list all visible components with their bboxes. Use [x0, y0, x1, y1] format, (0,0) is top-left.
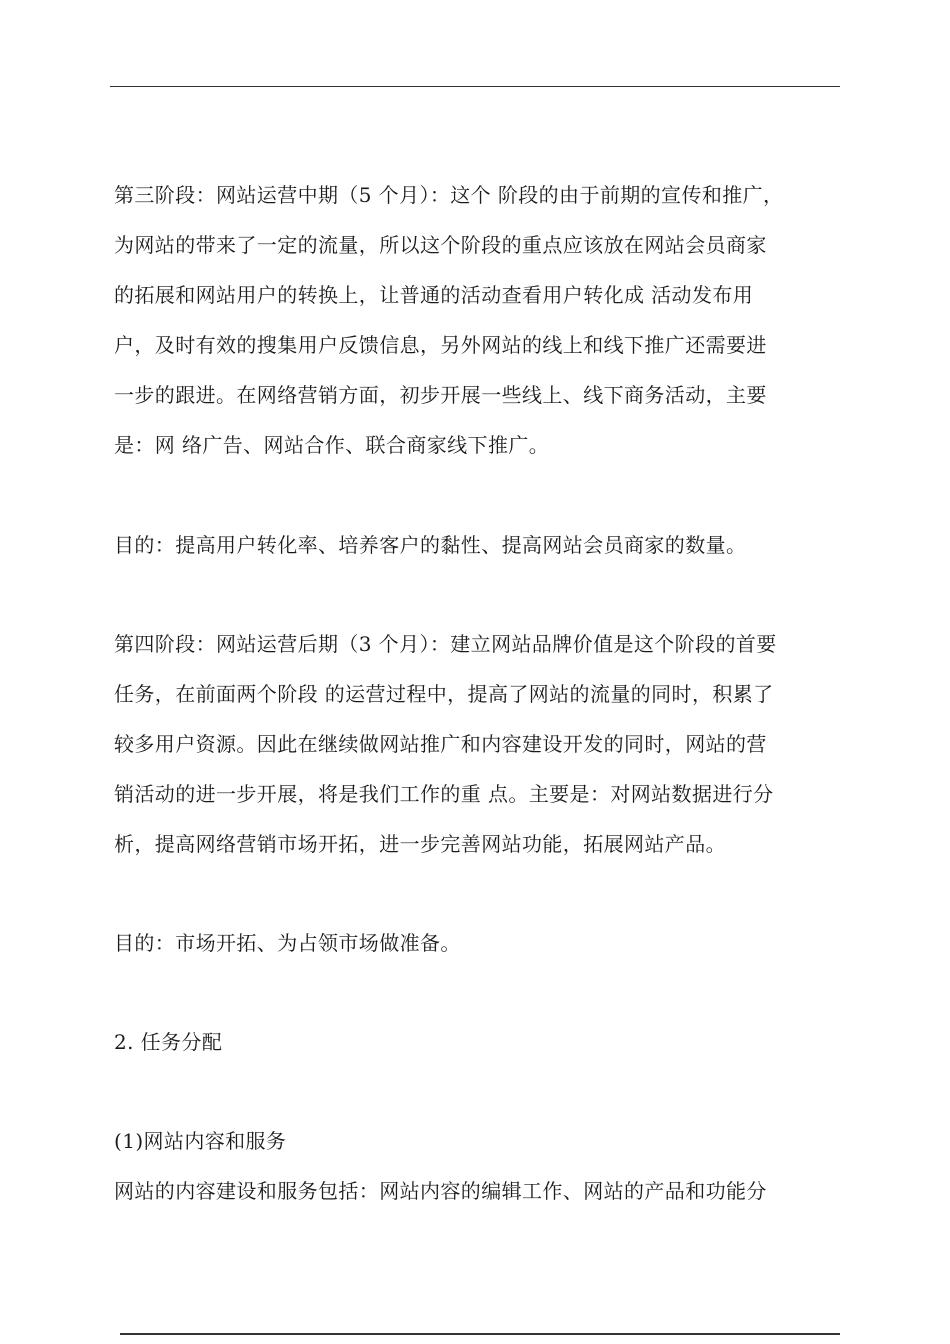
text-line: 销活动的进一步开展，将是我们工作的重 点。主要是：对网站数据进行分 — [114, 782, 774, 806]
text-line: 任务，在前面两个阶段 的运营过程中，提高了网站的流量的同时，积累了 — [114, 682, 774, 706]
subsection-heading — [114, 1116, 840, 1166]
text-line: 第四阶段：网站运营后期（3 个月）：建立网站品牌价值是这个阶段的首要 — [114, 632, 777, 656]
stage4-goal — [114, 918, 840, 968]
header-rule — [110, 86, 840, 87]
section-heading — [114, 1017, 840, 1067]
stage3-goal — [114, 520, 840, 570]
text-line: 网站的内容建设和服务包括：网站内容的编辑工作、网站的产品和功能分 — [114, 1179, 767, 1203]
text-line: 析，提高网络营销市场开拓，进一步完善网站功能，拓展网站产品。 — [114, 832, 726, 856]
subsection-heading-text: (1)网站内容和服务 — [114, 1129, 287, 1153]
text-line: 的拓展和网站用户的转换上，让普通的活动查看用户转化成 活动发布用 — [114, 283, 754, 307]
text-line: 是：网 络广告、网站合作、联合商家线下推广。 — [114, 433, 550, 457]
stage4-paragraph — [114, 619, 840, 869]
text-line: 户，及时有效的搜集用户反馈信息，另外网站的线上和线下推广还需要进 — [114, 333, 767, 357]
text-line: 较多用户资源。因此在继续做网站推广和内容建设开发的同时，网站的营 — [114, 732, 767, 756]
text-line: 目的：市场开拓、为占领市场做准备。 — [114, 931, 461, 955]
text-line: 一步的跟进。在网络营销方面，初步开展一些线上、线下商务活动，主要 — [114, 383, 767, 407]
stage3-paragraph — [114, 170, 840, 470]
text-line: 目的：提高用户转化率、培养客户的黏性、提高网站会员商家的数量。 — [114, 533, 747, 557]
footer-rule — [120, 1333, 840, 1335]
text-line: 为网站的带来了一定的流量，所以这个阶段的重点应该放在网站会员商家 — [114, 233, 767, 257]
subsection-paragraph — [114, 1166, 840, 1216]
section-heading-text: 2. 任务分配 — [114, 1030, 223, 1054]
text-line: 第三阶段：网站运营中期（5 个月）：这个 阶段的由于前期的宣传和推广， — [114, 183, 784, 207]
